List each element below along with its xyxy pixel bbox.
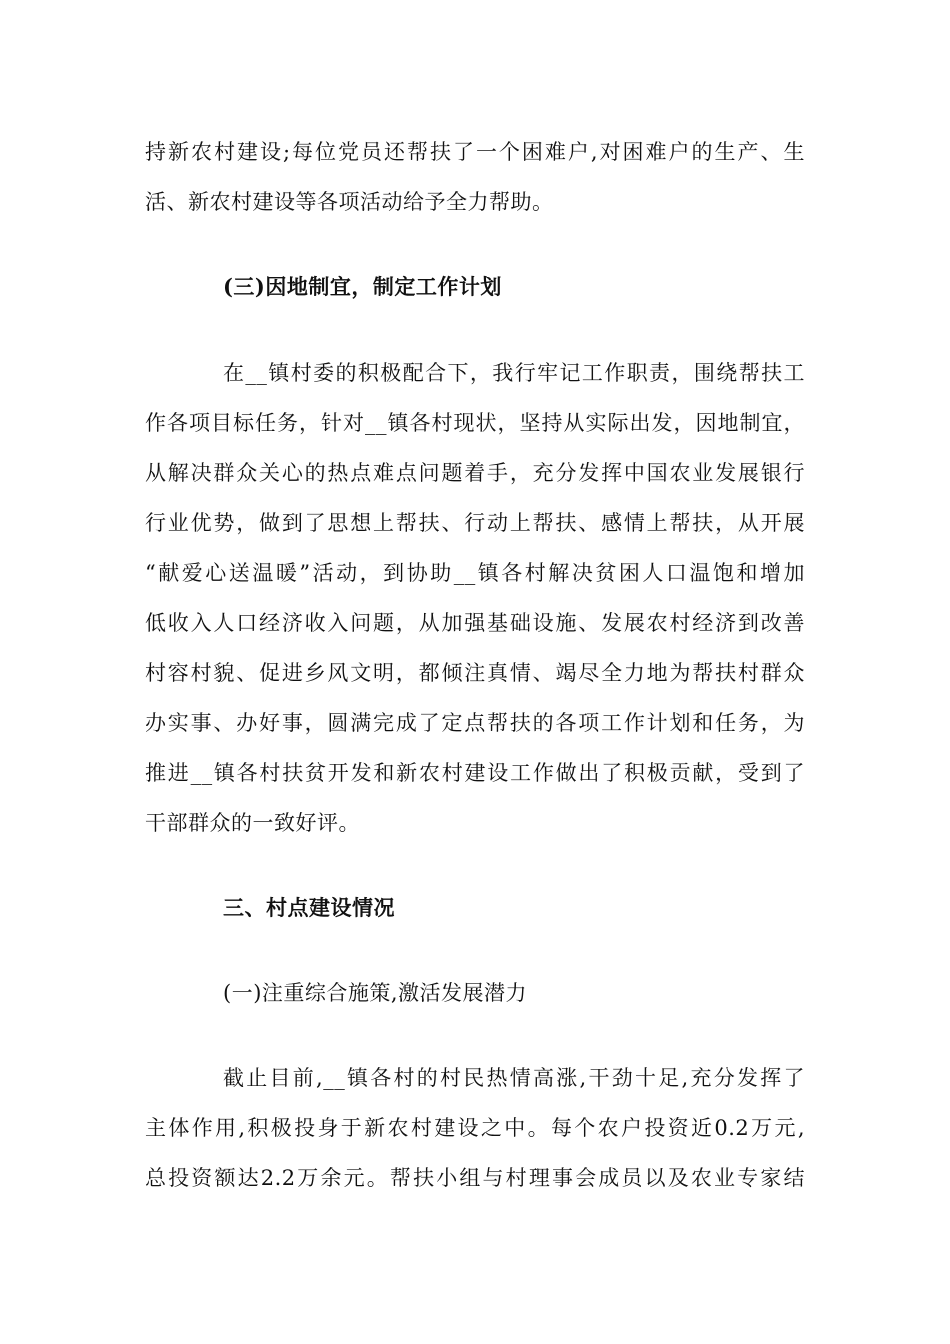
section-heading-3: (三)因地制宜，制定工作计划 — [223, 274, 502, 299]
paragraph-3-line-3: 总投资额达2.2万余元。帮扶小组与村理事会成员以及农业专家结 — [145, 1166, 805, 1190]
paragraph-3-line-1: 截止目前,__镇各村的村民热情高涨,干劲十足,充分发挥了 — [223, 1066, 805, 1090]
paragraph-1-line-2: 活、新农村建设等各项活动给予全力帮助。 — [145, 190, 554, 214]
paragraph-2-line-8: 办实事、办好事，圆满完成了定点帮扶的各项工作计划和任务，为 — [145, 711, 805, 735]
subheading-1: (一)注重综合施策,激活发展潜力 — [223, 981, 528, 1005]
paragraph-2-line-10: 干部群众的一致好评。 — [145, 811, 360, 835]
paragraph-2-line-4: 行业优势，做到了思想上帮扶、行动上帮扶、感情上帮扶，从开展 — [145, 511, 805, 535]
paragraph-3-line-2: 主体作用,积极投身于新农村建设之中。每个农户投资近0.2万元, — [145, 1116, 805, 1140]
paragraph-2-line-5: “献爱心送温暖”活动，到协助__镇各村解决贫困人口温饱和增加 — [145, 561, 805, 585]
paragraph-2-line-2: 作各项目标任务，针对__镇各村现状，坚持从实际出发，因地制宜， — [145, 411, 805, 435]
paragraph-2-line-3: 从解决群众关心的热点难点问题着手，充分发挥中国农业发展银行 — [145, 461, 805, 485]
paragraph-2-line-1: 在__镇村委的积极配合下，我行牢记工作职责，围绕帮扶工 — [223, 361, 805, 385]
paragraph-1-line-1: 持新农村建设;每位党员还帮扶了一个困难户,对困难户的生产、生 — [145, 140, 805, 164]
paragraph-2-line-6: 低收入人口经济收入问题，从加强基础设施、发展农村经济到改善 — [145, 611, 805, 635]
paragraph-2-line-7: 村容村貌、促进乡风文明，都倾注真情、竭尽全力地为帮扶村群众 — [145, 661, 805, 685]
section-title-3: 三、村点建设情况 — [223, 895, 395, 920]
paragraph-2-line-9: 推进__镇各村扶贫开发和新农村建设工作做出了积极贡献，受到了 — [145, 761, 805, 785]
